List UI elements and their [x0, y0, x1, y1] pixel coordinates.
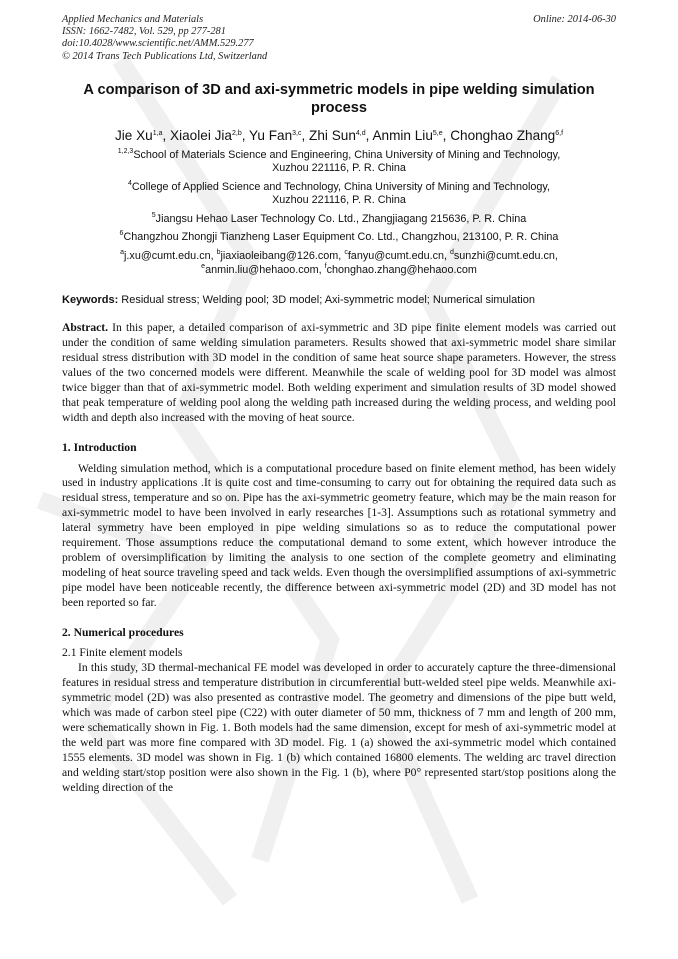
- email-link[interactable]: sunzhi@cumt.edu.cn,: [453, 250, 558, 263]
- author-superscript: 6,f: [555, 130, 564, 137]
- journal-header: [62, 14, 616, 66]
- author-superscript: 4,d: [355, 130, 366, 137]
- affiliation-line: College of Applied Science and Technology, China University of Mining and Technology,: [131, 180, 551, 193]
- affiliation-line: Xuzhou 221116, P. R. China: [272, 162, 406, 175]
- author-name: Anmin Liu: [372, 128, 433, 143]
- affiliation: [62, 213, 616, 226]
- section-paragraph: In this study, 3D thermal-mechanical FE model was developed in order to accurately capture the three-dimensional features in residual stress and temperature distribution in circumferential butt-welded steel pipe welds. Meanwhile axi-symmetric model (2D) was also presented as contrastive model. The geometry and dimensions of the pipe butt weld, which was made of carbon steel pipe (C22) with outer diameter of 50 mm, thickness of 7 mm and length of 200 mm, were schematically shown in Fig. 1. Both models had the same dimension, except for mesh of axi-symmetric model at the weld part was more fine compared with 3D model. Fig. 1 (a) showed the axi-symmetric model which contained 1555 elements. 3D model was shown in Fig. 1 (b) which contained 16800 elements. The welding arc travel direction and welding start/stop position were also shown in the Fig. 1 (b), where P0° represented start/stop positions along the welding direction of the: [62, 661, 616, 794]
- affiliation: [62, 149, 616, 176]
- author-superscript: 3,c: [292, 130, 302, 137]
- author-superscript: 2,b: [232, 130, 242, 137]
- section-heading: 1. Introduction: [62, 440, 137, 454]
- page-content: [62, 14, 616, 796]
- subsection-heading: 2.1 Finite element models: [62, 646, 183, 660]
- issn-line: ISSN: 1662-7482, Vol. 529, pp 277-281: [62, 26, 226, 38]
- affiliation-line: Changzhou Zhongji Tianzheng Laser Equipment Co. Ltd., Changzhou, 213100, P. R. China: [123, 231, 559, 244]
- author-name: Jie Xu: [114, 128, 153, 143]
- author-superscript: 5,e: [432, 130, 443, 137]
- affiliation-superscript: 6: [119, 230, 124, 238]
- email-link[interactable]: anmin.liu@hehaoo.com,: [205, 263, 322, 276]
- author-name: Xiaolei Jia: [170, 128, 232, 143]
- journal-name: Applied Mechanics and Materials: [62, 14, 204, 25]
- author-list: Jie Xu$^{1,a}$, Xiaolei Jia$^{2,b}$, Yu Fan$^{3,c}$, Zhi Sun$^{4,d}$, Anmin Liu$^{5,e}$, Chonghao Zhang$^{6,f}$: [114, 128, 564, 143]
- author-superscript: 1,a: [152, 130, 163, 137]
- affiliation-line: School of Materials Science and Engineering, China University of Mining and Technology,: [133, 149, 561, 161]
- email-link[interactable]: jiaxiaoleibang@126.com,: [220, 250, 342, 263]
- online-date: Online: 2014-06-30: [533, 14, 616, 25]
- copyright-line: © 2014 Trans Tech Publications Ltd, Switzerland: [62, 50, 268, 62]
- abstract: [62, 321, 616, 425]
- affiliation-line: Jiangsu Hehao Laser Technology Co. Ltd., Zhangjiagang 215636, P. R. China: [155, 212, 527, 225]
- email-link[interactable]: chonghao.zhang@hehaoo.com: [326, 263, 477, 276]
- affiliation: [62, 231, 616, 244]
- doi-line: doi:10.4028/www.scientific.net/AMM.529.277: [62, 38, 254, 50]
- section-paragraph: Welding simulation method, which is a computational procedure based on finite element method, has been widely used in industry applications .It is quite cost and time-consuming to carry out for obtaining the required data such as residual stress, temperature and so on. Pipe has the axi-symmetric geometry feature, which may be the main reason for axi-symmetric model to have been involved in early researches [1-3]. Assumptions such as rotational symmetry and lateral symmetry have been employed in pipe welding simulations so as to reduce the computational power requirement. Those assumptions reduce the computational demand to some extent, which however introduce the problem of oversimplification by limiting the analysis to one section of the complete geometry and eliminating modeling of heat source traveling speed and tack welds. Even though the oversimplified assumptions of axi-symmetric pipe model have been noticeable recently, the difference between axi-symmetric model (2D) and 3D model has not been reported so far.: [62, 461, 616, 609]
- keywords-text: Residual stress; Welding pool; 3D model; Axi-symmetric model; Numerical simulation: [118, 294, 535, 307]
- keywords: [62, 293, 616, 307]
- abstract-text: In this paper, a detailed comparison of axi-symmetric and 3D pipe finite element models was carried out under the condition of same welding simulation parameters. Results showed that axi-symmetric model share similar residual stress distribution with 3D model in the condition of same heat source shape parameters. However, the stress values of the two concerned models were different. Meanwhile the scale of welding pool for 3D model was almost twice bigger than that of axi-symmetric model. Both welding experiment and simulation results of 3D model showed that peak temperature of welding pool along the welding path increased during the welding process, and welding pool width and depth also increased with the moving of heat source.: [62, 321, 616, 424]
- abstract-label: Abstract.: [62, 321, 109, 335]
- affiliation-line: Xuzhou 221116, P. R. China: [272, 194, 406, 207]
- email-list: $^a$j.xu@cumt.edu.cn, $^b$jiaxiaoleibang@126.com, $^c$fanyu@cumt.edu.cn, $^d$sunzhi@cumt.edu.cn, $^e$anmin.liu@hehaoo.com, $^f$chonghao.zhang@hehaoo.com: [120, 249, 558, 276]
- paper-title: A comparison of 3D and axi-symmetric models in pipe welding simulation process: [83, 82, 595, 116]
- email-link[interactable]: j.xu@cumt.edu.cn,: [124, 250, 214, 263]
- affiliation-superscript: 5: [151, 211, 156, 219]
- affiliation: [62, 181, 616, 208]
- email-link[interactable]: fanyu@cumt.edu.cn,: [347, 250, 447, 263]
- affiliation-superscript: 1,2,3: [117, 148, 134, 155]
- section-heading: 2. Numerical procedures: [62, 625, 184, 639]
- affiliation-superscript: 4: [127, 179, 132, 187]
- author-name: Zhi Sun: [309, 128, 356, 143]
- author-name: Chonghao Zhang: [450, 128, 556, 143]
- author-name: Yu Fan: [249, 128, 293, 143]
- keywords-label: Keywords:: [62, 294, 119, 307]
